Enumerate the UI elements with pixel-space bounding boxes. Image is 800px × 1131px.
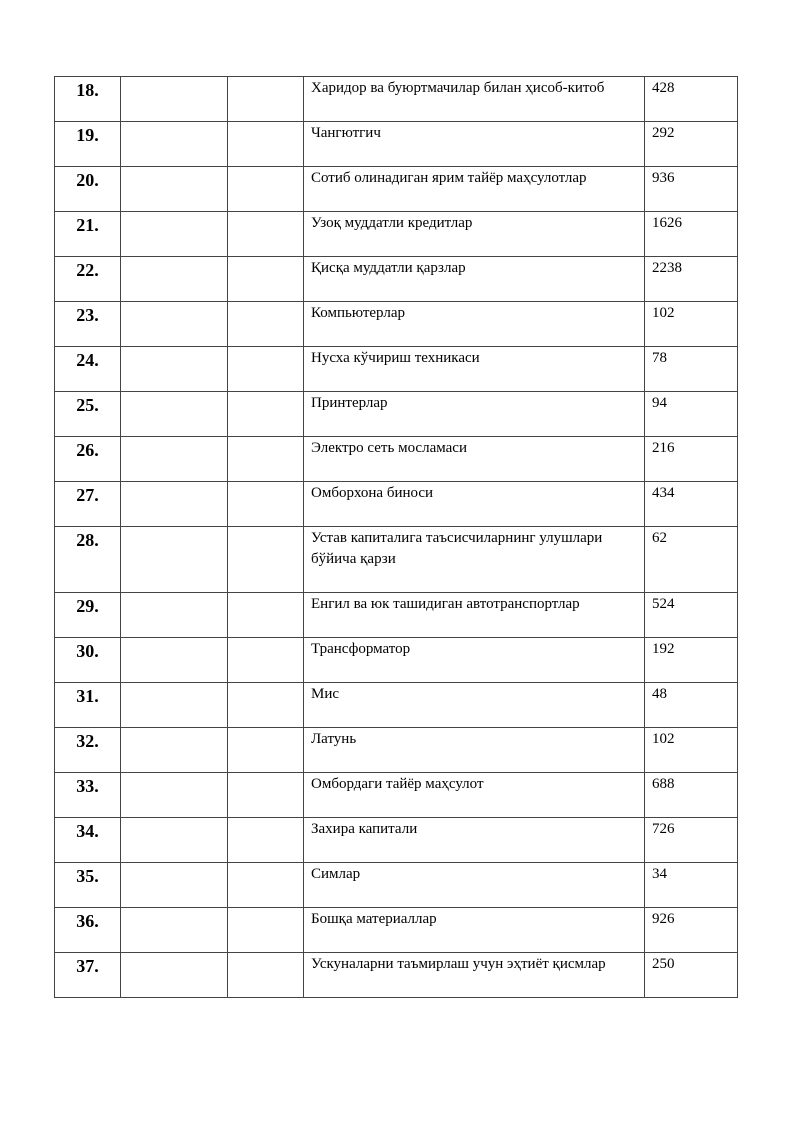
table-row	[55, 638, 738, 683]
account-value: 524	[645, 593, 738, 638]
empty-cell	[121, 818, 228, 863]
empty-cell	[228, 212, 304, 257]
account-name: Электро сеть мосламаси	[304, 437, 645, 482]
row-number: 29.	[55, 593, 121, 638]
row-number: 34.	[55, 818, 121, 863]
empty-cell	[228, 437, 304, 482]
table-row	[55, 122, 738, 167]
account-name: Трансформатор	[304, 638, 645, 683]
table-row	[55, 593, 738, 638]
empty-cell	[121, 482, 228, 527]
account-value: 62	[645, 527, 738, 593]
account-name: Симлар	[304, 863, 645, 908]
empty-cell	[228, 773, 304, 818]
empty-cell	[121, 122, 228, 167]
ledger-body	[55, 77, 738, 998]
empty-cell	[121, 167, 228, 212]
empty-cell	[228, 527, 304, 593]
empty-cell	[121, 728, 228, 773]
row-number: 23.	[55, 302, 121, 347]
account-value: 216	[645, 437, 738, 482]
account-name: Ускуналарни таъмирлаш учун эҳтиёт қисмлар	[304, 953, 645, 998]
account-name: Принтерлар	[304, 392, 645, 437]
empty-cell	[228, 728, 304, 773]
empty-cell	[228, 482, 304, 527]
empty-cell	[228, 347, 304, 392]
table-row	[55, 728, 738, 773]
account-name: Латунь	[304, 728, 645, 773]
account-name: Енгил ва юк ташидиган автотранспортлар	[304, 593, 645, 638]
empty-cell	[121, 863, 228, 908]
table-row	[55, 302, 738, 347]
ledger-table	[54, 76, 738, 998]
row-number: 32.	[55, 728, 121, 773]
account-value: 434	[645, 482, 738, 527]
account-name: Нусха кўчириш техникаси	[304, 347, 645, 392]
empty-cell	[121, 257, 228, 302]
account-name: Харидор ва буюртмачилар билан ҳисоб-китоб	[304, 77, 645, 122]
empty-cell	[121, 638, 228, 683]
account-value: 688	[645, 773, 738, 818]
empty-cell	[228, 818, 304, 863]
table-row	[55, 392, 738, 437]
account-value: 926	[645, 908, 738, 953]
empty-cell	[228, 908, 304, 953]
account-name: Компьютерлар	[304, 302, 645, 347]
table-row	[55, 683, 738, 728]
row-number: 24.	[55, 347, 121, 392]
account-name: Мис	[304, 683, 645, 728]
account-name: Узоқ муддатли кредитлар	[304, 212, 645, 257]
empty-cell	[121, 773, 228, 818]
row-number: 26.	[55, 437, 121, 482]
row-number: 31.	[55, 683, 121, 728]
row-number: 19.	[55, 122, 121, 167]
account-value: 192	[645, 638, 738, 683]
row-number: 21.	[55, 212, 121, 257]
row-number: 28.	[55, 527, 121, 593]
row-number: 37.	[55, 953, 121, 998]
row-number: 36.	[55, 908, 121, 953]
empty-cell	[228, 863, 304, 908]
empty-cell	[121, 908, 228, 953]
row-number: 22.	[55, 257, 121, 302]
empty-cell	[121, 392, 228, 437]
account-value: 94	[645, 392, 738, 437]
table-row	[55, 818, 738, 863]
empty-cell	[228, 638, 304, 683]
table-row	[55, 257, 738, 302]
empty-cell	[121, 212, 228, 257]
account-name: Захира капитали	[304, 818, 645, 863]
account-name: Бошқа материаллар	[304, 908, 645, 953]
empty-cell	[121, 527, 228, 593]
row-number: 30.	[55, 638, 121, 683]
account-name: Устав капиталига таъсисчиларнинг улушлари бўйича қарзи	[304, 527, 645, 593]
table-row	[55, 77, 738, 122]
empty-cell	[228, 122, 304, 167]
empty-cell	[121, 953, 228, 998]
table-row	[55, 953, 738, 998]
empty-cell	[121, 593, 228, 638]
account-name: Сотиб олинадиган ярим тайёр маҳсулотлар	[304, 167, 645, 212]
table-row	[55, 482, 738, 527]
empty-cell	[121, 683, 228, 728]
account-value: 428	[645, 77, 738, 122]
table-row	[55, 212, 738, 257]
empty-cell	[228, 953, 304, 998]
table-row	[55, 863, 738, 908]
empty-cell	[121, 302, 228, 347]
account-name: Омбордаги тайёр маҳсулот	[304, 773, 645, 818]
empty-cell	[228, 392, 304, 437]
account-value: 48	[645, 683, 738, 728]
empty-cell	[121, 347, 228, 392]
account-name: Чангютгич	[304, 122, 645, 167]
account-value: 78	[645, 347, 738, 392]
account-name: Қисқа муддатли қарзлар	[304, 257, 645, 302]
table-row	[55, 908, 738, 953]
row-number: 35.	[55, 863, 121, 908]
account-value: 936	[645, 167, 738, 212]
account-value: 726	[645, 818, 738, 863]
account-value: 34	[645, 863, 738, 908]
account-value: 2238	[645, 257, 738, 302]
account-value: 250	[645, 953, 738, 998]
row-number: 25.	[55, 392, 121, 437]
account-name: Омборхона биноси	[304, 482, 645, 527]
empty-cell	[228, 167, 304, 212]
empty-cell	[228, 257, 304, 302]
empty-cell	[121, 77, 228, 122]
row-number: 20.	[55, 167, 121, 212]
empty-cell	[121, 437, 228, 482]
account-value: 292	[645, 122, 738, 167]
table-row	[55, 773, 738, 818]
account-value: 102	[645, 728, 738, 773]
table-row	[55, 437, 738, 482]
empty-cell	[228, 683, 304, 728]
account-value: 1626	[645, 212, 738, 257]
empty-cell	[228, 593, 304, 638]
empty-cell	[228, 77, 304, 122]
table-row	[55, 527, 738, 593]
row-number: 33.	[55, 773, 121, 818]
table-row	[55, 167, 738, 212]
row-number: 18.	[55, 77, 121, 122]
empty-cell	[228, 302, 304, 347]
account-value: 102	[645, 302, 738, 347]
row-number: 27.	[55, 482, 121, 527]
table-row	[55, 347, 738, 392]
